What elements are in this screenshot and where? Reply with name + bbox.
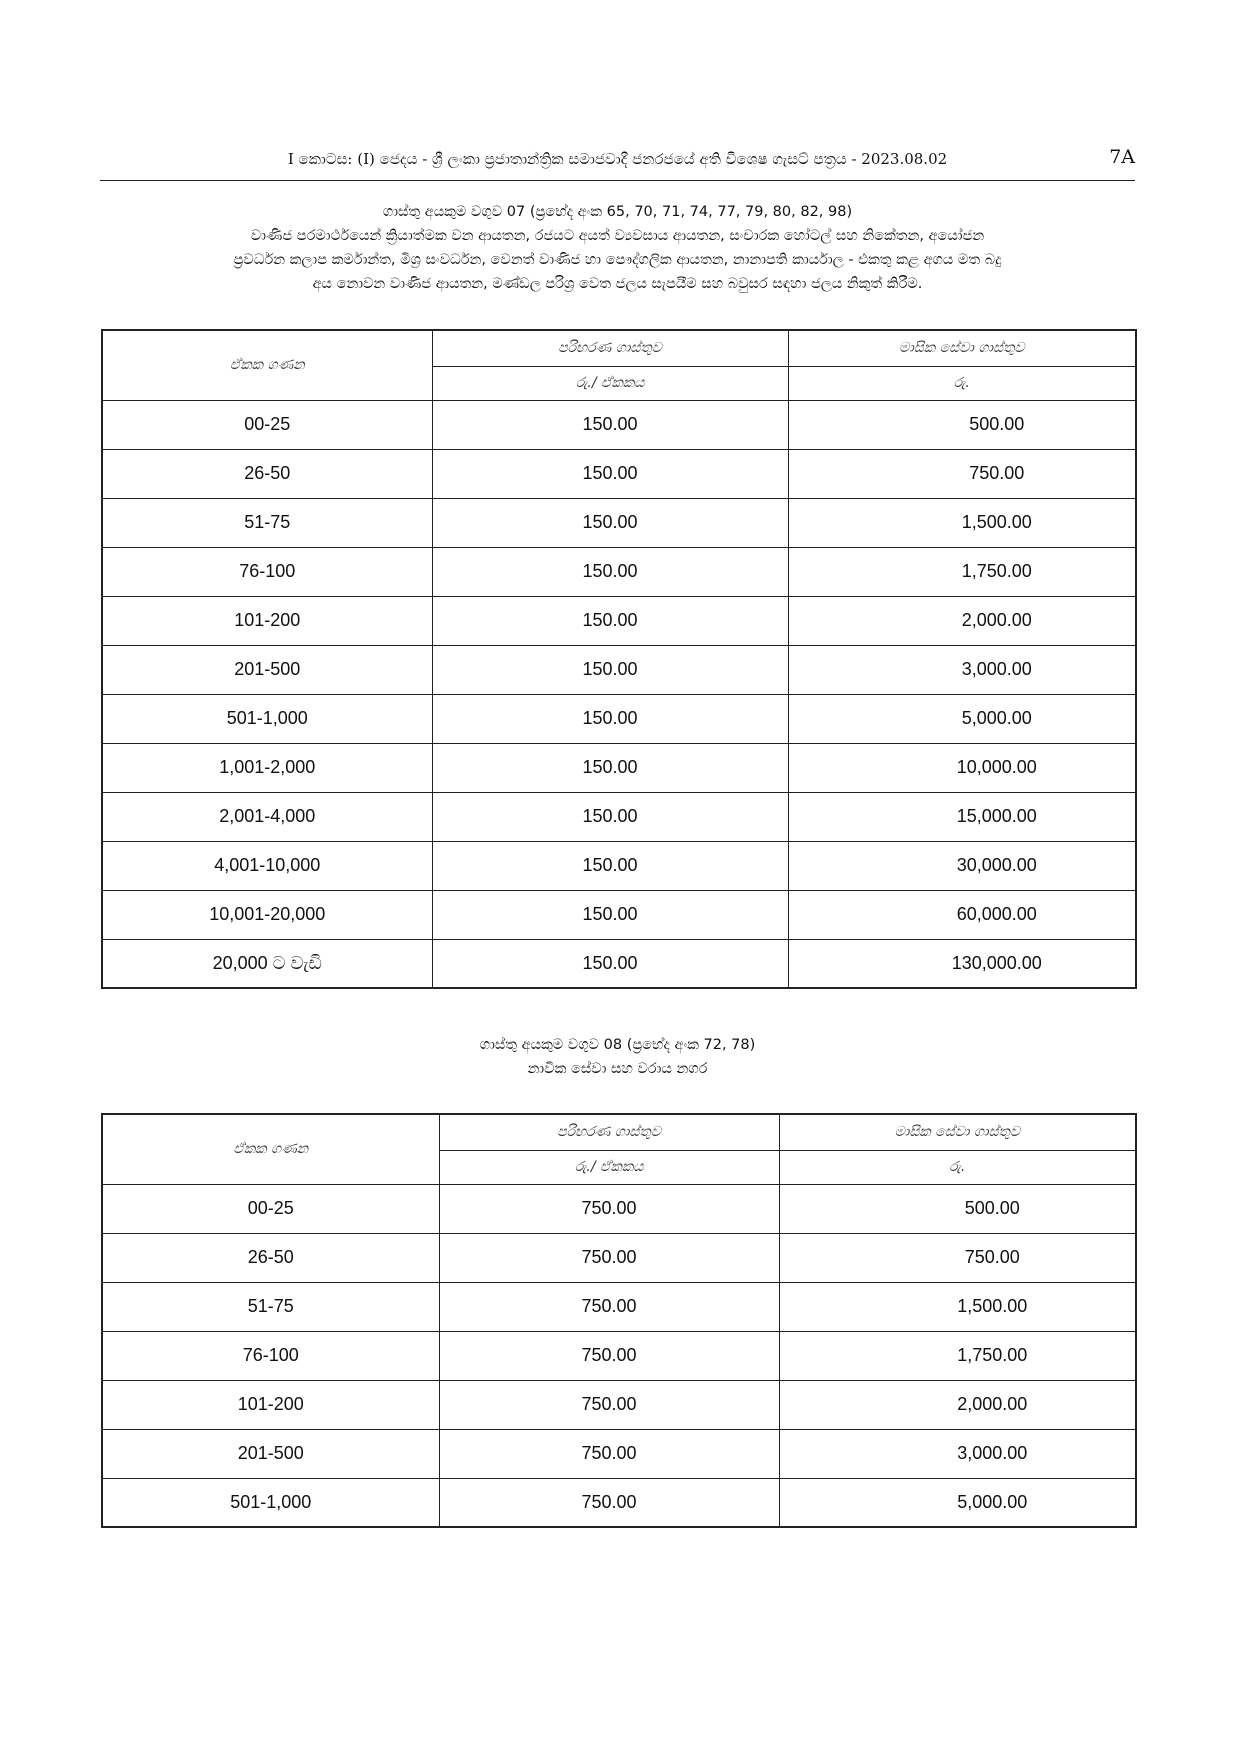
service-fee-cell: 500.00 <box>788 400 1136 449</box>
units-cell: 76-100 <box>102 547 432 596</box>
table-row <box>102 890 1136 939</box>
units-cell: 51-75 <box>102 1282 439 1331</box>
units-cell: 201-500 <box>102 1429 439 1478</box>
service-fee-cell: 30,000.00 <box>788 841 1136 890</box>
usage-fee-cell: 750.00 <box>439 1478 779 1527</box>
service-fee-cell: 130,000.00 <box>788 939 1136 988</box>
units-cell: 51-75 <box>102 498 432 547</box>
section1-desc-line: අය නොවන වාණිජ ආයතන, මණ්ඩල පරිශ්‍ර වෙත ජලය සැපයීම සහ බවුසර සඳහා ජලය නිකුත් කිරීම. <box>312 276 923 292</box>
service-fee-cell: 500.00 <box>779 1184 1136 1233</box>
usage-fee-cell: 150.00 <box>432 645 788 694</box>
usage-fee-cell: 750.00 <box>439 1380 779 1429</box>
units-cell: 2,001-4,000 <box>102 792 432 841</box>
usage-fee-cell: 750.00 <box>439 1429 779 1478</box>
col-header-usage: පරිභරණ ගාස්තුව <box>432 330 788 366</box>
units-cell: 101-200 <box>102 1380 439 1429</box>
service-fee-cell: 15,000.00 <box>788 792 1136 841</box>
header-divider <box>100 180 1135 181</box>
usage-fee-cell: 150.00 <box>432 498 788 547</box>
gazette-header-text: I කොටස: (I) ජෙදය - ශ්‍රී ලංකා ප්‍රජාතාන්ත්‍රික සමාජවාදී ජනරජයේ අති විශෙෂ ගැසට් පත්‍රය - 2023.08.02 <box>287 150 948 168</box>
col-header-service: මාසික සේවා ගාස්තුව <box>779 1114 1136 1150</box>
units-cell: 26-50 <box>102 449 432 498</box>
table-row <box>102 449 1136 498</box>
col-header-usage-unit: රු./ ඒකකය <box>439 1150 779 1184</box>
units-cell: 201-500 <box>102 645 432 694</box>
col-header-service-unit: රු. <box>788 366 1136 400</box>
units-cell: 76-100 <box>102 1331 439 1380</box>
usage-fee-cell: 750.00 <box>439 1331 779 1380</box>
table-row <box>102 743 1136 792</box>
table-row <box>102 792 1136 841</box>
service-fee-cell: 5,000.00 <box>779 1478 1136 1527</box>
usage-fee-cell: 150.00 <box>432 400 788 449</box>
service-fee-cell: 750.00 <box>779 1233 1136 1282</box>
table-row <box>102 1331 1136 1380</box>
service-fee-cell: 10,000.00 <box>788 743 1136 792</box>
table-row <box>102 1282 1136 1331</box>
usage-fee-cell: 150.00 <box>432 890 788 939</box>
usage-fee-cell: 150.00 <box>432 743 788 792</box>
service-fee-cell: 2,000.00 <box>788 596 1136 645</box>
service-fee-cell: 2,000.00 <box>779 1380 1136 1429</box>
service-fee-cell: 5,000.00 <box>788 694 1136 743</box>
section1-title: ගාස්තු අයකුම වගුව 07 (ප්‍රභේද අංක 65, 70, 71, 74, 77, 79, 80, 82, 98) <box>382 204 853 220</box>
tariff-table-07-body <box>102 400 1136 988</box>
units-cell: 00-25 <box>102 1184 439 1233</box>
service-fee-cell: 3,000.00 <box>779 1429 1136 1478</box>
table-row <box>102 1429 1136 1478</box>
table-row <box>102 596 1136 645</box>
units-cell: 20,000 ට වැඩි <box>102 939 432 988</box>
col-header-units: ඒකක ගණන <box>102 330 432 400</box>
col-header-usage-unit: රු./ ඒකකය <box>432 366 788 400</box>
section1-caption <box>100 200 1135 296</box>
usage-fee-cell: 150.00 <box>432 547 788 596</box>
table-row <box>102 645 1136 694</box>
table-row <box>102 1380 1136 1429</box>
table-row <box>102 498 1136 547</box>
units-cell: 1,001-2,000 <box>102 743 432 792</box>
service-fee-cell: 750.00 <box>788 449 1136 498</box>
usage-fee-cell: 750.00 <box>439 1184 779 1233</box>
table-row <box>102 841 1136 890</box>
usage-fee-cell: 750.00 <box>439 1233 779 1282</box>
table-row <box>102 1478 1136 1527</box>
units-cell: 26-50 <box>102 1233 439 1282</box>
section1-desc-line: වාණිජ පරමාර්ථයෙන් ක්‍රියාත්මක වන ආයතන, රජයට අයත් ව්‍යවසාය ආයතන, සංචාරක හෝටල් සහ නිකේතන, අයෝජන <box>250 228 985 244</box>
units-cell: 101-200 <box>102 596 432 645</box>
col-header-service-unit: රු. <box>779 1150 1136 1184</box>
tariff-table-07 <box>101 329 1137 989</box>
table-row <box>102 939 1136 988</box>
service-fee-cell: 1,500.00 <box>788 498 1136 547</box>
service-fee-cell: 1,750.00 <box>788 547 1136 596</box>
service-fee-cell: 1,500.00 <box>779 1282 1136 1331</box>
page-number: 7A <box>1109 146 1135 168</box>
section2-subtitle: නාවික සේවා සහ වරාය නගර <box>527 1061 708 1077</box>
usage-fee-cell: 150.00 <box>432 449 788 498</box>
units-cell: 501-1,000 <box>102 1478 439 1527</box>
table-row <box>102 400 1136 449</box>
table-row <box>102 547 1136 596</box>
service-fee-cell: 60,000.00 <box>788 890 1136 939</box>
usage-fee-cell: 150.00 <box>432 939 788 988</box>
service-fee-cell: 3,000.00 <box>788 645 1136 694</box>
usage-fee-cell: 750.00 <box>439 1282 779 1331</box>
table-row <box>102 1233 1136 1282</box>
col-header-service: මාසික සේවා ගාස්තුව <box>788 330 1136 366</box>
tariff-table-08-body <box>102 1184 1136 1527</box>
usage-fee-cell: 150.00 <box>432 694 788 743</box>
col-header-units: ඒකක ගණන <box>102 1114 439 1184</box>
usage-fee-cell: 150.00 <box>432 596 788 645</box>
usage-fee-cell: 150.00 <box>432 792 788 841</box>
table-row <box>102 1184 1136 1233</box>
tariff-table-08 <box>101 1113 1137 1528</box>
usage-fee-cell: 150.00 <box>432 841 788 890</box>
table-row <box>102 694 1136 743</box>
section2-caption <box>100 1033 1135 1081</box>
service-fee-cell: 1,750.00 <box>779 1331 1136 1380</box>
units-cell: 00-25 <box>102 400 432 449</box>
col-header-usage: පරිභරණ ගාස්තුව <box>439 1114 779 1150</box>
section2-title: ගාස්තු අයකුම වගුව 08 (ප්‍රභේද අංක 72, 78) <box>479 1037 756 1053</box>
units-cell: 10,001-20,000 <box>102 890 432 939</box>
units-cell: 4,001-10,000 <box>102 841 432 890</box>
units-cell: 501-1,000 <box>102 694 432 743</box>
section1-desc-line: ප්‍රවර්ධන කලාප කර්මාන්ත, මිශ්‍ර සංවර්ධන, වෙනත් වාණිජ හා පෞද්ගලික ආයතන, නානාපති කාර්යාල - එකතු කළ අගය මත බදු <box>233 252 1002 268</box>
page-header <box>100 142 1135 182</box>
